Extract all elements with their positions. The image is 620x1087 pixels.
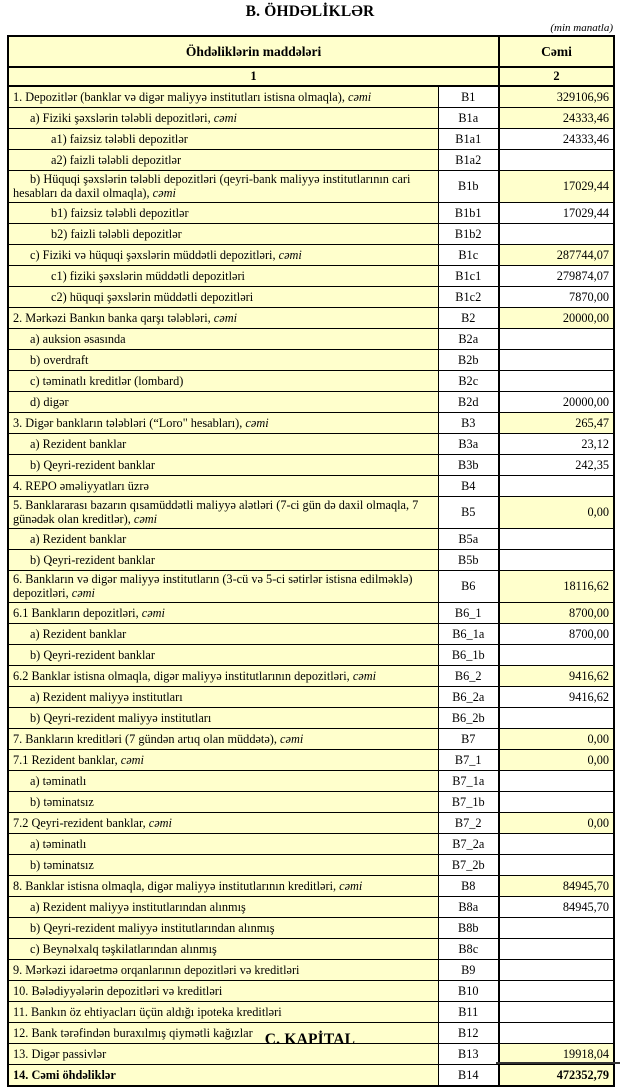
row-label: b) Qeyri-rezident banklar xyxy=(8,644,438,665)
column-number-total: 2 xyxy=(499,67,614,86)
row-value: 287744,07 xyxy=(499,244,614,265)
row-value: 0,00 xyxy=(499,812,614,833)
row-label: b) Qeyri-rezident maliyyə institutlarından alınmış xyxy=(8,917,438,938)
row-code: B1a1 xyxy=(438,128,499,149)
row-label: 11. Bankın öz ehtiyacları üçün aldığı ipoteka kreditləri xyxy=(8,1001,438,1022)
table-row xyxy=(8,496,614,528)
table-row xyxy=(8,128,614,149)
row-label: 13. Digər passivlər xyxy=(8,1043,438,1064)
row-label: a) Rezident maliyyə institutlarından alınmış xyxy=(8,896,438,917)
row-code: B8b xyxy=(438,917,499,938)
row-label: b) Qeyri-rezident banklar xyxy=(8,549,438,570)
row-value: 17029,44 xyxy=(499,202,614,223)
row-value xyxy=(499,938,614,959)
table-row xyxy=(8,170,614,202)
row-value: 20000,00 xyxy=(499,307,614,328)
table-row xyxy=(8,833,614,854)
row-value xyxy=(499,707,614,728)
row-value: 9416,62 xyxy=(499,665,614,686)
table-row xyxy=(8,223,614,244)
section-title-liabilities: B. ÖHDƏLİKLƏR xyxy=(245,3,375,20)
table-row xyxy=(8,412,614,433)
row-label: a) təminatlı xyxy=(8,770,438,791)
row-label: b) Qeyri-rezident banklar xyxy=(8,454,438,475)
row-code: B1 xyxy=(438,86,499,108)
row-value: 84945,70 xyxy=(499,875,614,896)
table-row xyxy=(8,623,614,644)
row-code: B2 xyxy=(438,307,499,328)
row-label: a) Rezident banklar xyxy=(8,528,438,549)
row-value: 279874,07 xyxy=(499,265,614,286)
row-code: B1c xyxy=(438,244,499,265)
row-value: 24333,46 xyxy=(499,107,614,128)
row-label: 4. REPO əməliyyatları üzrə xyxy=(8,475,438,496)
row-value xyxy=(499,833,614,854)
row-label: b) Hüquqi şəxslərin tələbli depozitləri (qeyri-bank maliyyə institutlarının cari hesabları da daxil olmaqla), cəmi xyxy=(8,170,438,202)
row-code: B3 xyxy=(438,412,499,433)
row-label: a) Rezident banklar xyxy=(8,433,438,454)
table-row xyxy=(8,307,614,328)
table-row xyxy=(8,980,614,1001)
row-code: B9 xyxy=(438,959,499,980)
row-label: c) təminatlı kreditlər (lombard) xyxy=(8,370,438,391)
row-value: 329106,96 xyxy=(499,86,614,108)
row-value xyxy=(499,854,614,875)
table-row xyxy=(8,475,614,496)
row-value xyxy=(499,528,614,549)
row-label: a) Rezident maliyyə institutları xyxy=(8,686,438,707)
row-value xyxy=(499,349,614,370)
row-label: 12. Bank tərəfindən buraxılmış qiymətli kağızlar xyxy=(8,1022,438,1043)
row-value: 9416,62 xyxy=(499,686,614,707)
row-code: B2d xyxy=(438,391,499,412)
row-value xyxy=(499,644,614,665)
row-value xyxy=(499,223,614,244)
table-row xyxy=(8,265,614,286)
row-value xyxy=(499,959,614,980)
table-row xyxy=(8,896,614,917)
row-value xyxy=(499,1001,614,1022)
row-value: 24333,46 xyxy=(499,128,614,149)
row-code: B5a xyxy=(438,528,499,549)
next-table-top-border xyxy=(496,1062,620,1064)
row-value: 472352,79 xyxy=(499,1064,614,1086)
row-value: 84945,70 xyxy=(499,896,614,917)
row-value: 265,47 xyxy=(499,412,614,433)
row-label: 9. Mərkəzi idarəetmə orqanlarının depozitləri və kreditləri xyxy=(8,959,438,980)
row-value: 20000,00 xyxy=(499,391,614,412)
table-row xyxy=(8,107,614,128)
row-label: a) Rezident banklar xyxy=(8,623,438,644)
row-code: B6_1b xyxy=(438,644,499,665)
table-row xyxy=(8,433,614,454)
row-code: B5b xyxy=(438,549,499,570)
row-code: B1b xyxy=(438,170,499,202)
row-value: 19918,04 xyxy=(499,1043,614,1064)
row-label: c2) hüquqi şəxslərin müddətli depozitləri xyxy=(8,286,438,307)
row-label: b) təminatsız xyxy=(8,791,438,812)
row-code: B1a2 xyxy=(438,149,499,170)
row-code: B12 xyxy=(438,1022,499,1043)
row-label: 1. Depozitlər (banklar və digər maliyyə institutları istisna olmaqla), cəmi xyxy=(8,86,438,108)
row-label: b2) faizli tələbli depozitlər xyxy=(8,223,438,244)
row-code: B8a xyxy=(438,896,499,917)
row-value xyxy=(499,770,614,791)
row-code: B2b xyxy=(438,349,499,370)
units-note: (min manatla) xyxy=(550,22,613,34)
row-value: 8700,00 xyxy=(499,602,614,623)
row-code: B7 xyxy=(438,728,499,749)
row-code: B11 xyxy=(438,1001,499,1022)
row-code: B7_1 xyxy=(438,749,499,770)
row-label: b) Qeyri-rezident maliyyə institutları xyxy=(8,707,438,728)
table-row xyxy=(8,286,614,307)
row-code: B5 xyxy=(438,496,499,528)
table-row xyxy=(8,791,614,812)
row-code: B6_2 xyxy=(438,665,499,686)
table-row xyxy=(8,602,614,623)
row-code: B6 xyxy=(438,570,499,602)
row-label: b1) faizsiz tələbli depozitlər xyxy=(8,202,438,223)
row-code: B6_1 xyxy=(438,602,499,623)
table-row xyxy=(8,1001,614,1022)
row-code: B1c1 xyxy=(438,265,499,286)
table-row xyxy=(8,644,614,665)
row-code: B7_2a xyxy=(438,833,499,854)
row-value: 7870,00 xyxy=(499,286,614,307)
row-label: 7.1 Rezident banklar, cəmi xyxy=(8,749,438,770)
row-code: B1b2 xyxy=(438,223,499,244)
row-label: c) Beynəlxalq təşkilatlarından alınmış xyxy=(8,938,438,959)
table-row xyxy=(8,707,614,728)
row-code: B6_2b xyxy=(438,707,499,728)
row-label: 10. Bələdiyyələrin depozitləri və kreditləri xyxy=(8,980,438,1001)
table-row xyxy=(8,391,614,412)
column-number-items: 1 xyxy=(8,67,499,86)
table-row xyxy=(8,454,614,475)
row-label: b) təminatsız xyxy=(8,854,438,875)
row-value xyxy=(499,791,614,812)
table-row xyxy=(8,370,614,391)
row-label: c1) fiziki şəxslərin müddətli depozitləri xyxy=(8,265,438,286)
row-value: 0,00 xyxy=(499,496,614,528)
table-row xyxy=(8,244,614,265)
row-label: a) Fiziki şəxslərin tələbli depozitləri, cəmi xyxy=(8,107,438,128)
row-code: B6_1a xyxy=(438,623,499,644)
row-value xyxy=(499,149,614,170)
row-value xyxy=(499,475,614,496)
row-code: B2c xyxy=(438,370,499,391)
table-row xyxy=(8,349,614,370)
row-label: 8. Banklar istisna olmaqla, digər maliyyə institutlarının kreditləri, cəmi xyxy=(8,875,438,896)
row-label: 6.1 Bankların depozitləri, cəmi xyxy=(8,602,438,623)
row-label: d) digər xyxy=(8,391,438,412)
row-code: B6_2a xyxy=(438,686,499,707)
row-label: a2) faizli tələbli depozitlər xyxy=(8,149,438,170)
row-label: 7. Bankların kreditləri (7 gündən artıq olan müddətə), cəmi xyxy=(8,728,438,749)
table-row xyxy=(8,854,614,875)
table-row xyxy=(8,686,614,707)
row-label: 3. Digər bankların tələbləri (“Loro" hesabları), cəmi xyxy=(8,412,438,433)
table-row xyxy=(8,665,614,686)
row-code: B1c2 xyxy=(438,286,499,307)
row-label: a) auksion əsasında xyxy=(8,328,438,349)
table-row xyxy=(8,549,614,570)
row-label: 6. Bankların və digər maliyyə institutların (3-cü və 5-ci sətirlər istisna edilməklə) depozitləri, cəmi xyxy=(8,570,438,602)
row-code: B4 xyxy=(438,475,499,496)
row-value: 0,00 xyxy=(499,728,614,749)
row-code: B8c xyxy=(438,938,499,959)
row-label: 7.2 Qeyri-rezident banklar, cəmi xyxy=(8,812,438,833)
section-title-capital: C. KAPİTAL xyxy=(264,1031,356,1048)
row-label: 2. Mərkəzi Bankın banka qarşı tələbləri, cəmi xyxy=(8,307,438,328)
row-code: B3a xyxy=(438,433,499,454)
row-value xyxy=(499,980,614,1001)
row-code: B14 xyxy=(438,1064,499,1086)
table-row xyxy=(8,812,614,833)
table-row xyxy=(8,528,614,549)
table-row xyxy=(8,728,614,749)
row-value: 18116,62 xyxy=(499,570,614,602)
table-body xyxy=(8,86,614,1086)
row-value: 8700,00 xyxy=(499,623,614,644)
row-label: 14. Cəmi öhdəliklər xyxy=(8,1064,438,1086)
row-code: B7_1b xyxy=(438,791,499,812)
table-row xyxy=(8,149,614,170)
table-row xyxy=(8,959,614,980)
table-row xyxy=(8,938,614,959)
table-column-number-row xyxy=(8,67,614,86)
row-value: 0,00 xyxy=(499,749,614,770)
row-label: b) overdraft xyxy=(8,349,438,370)
row-value: 242,35 xyxy=(499,454,614,475)
row-label: c) Fiziki və hüquqi şəxslərin müddətli depozitləri, cəmi xyxy=(8,244,438,265)
row-value xyxy=(499,328,614,349)
table-row xyxy=(8,86,614,108)
table-row xyxy=(8,875,614,896)
table-row xyxy=(8,202,614,223)
row-code: B8 xyxy=(438,875,499,896)
table-row xyxy=(8,770,614,791)
table-row xyxy=(8,1064,614,1086)
table-row xyxy=(8,328,614,349)
row-label: a) təminatlı xyxy=(8,833,438,854)
row-label: a1) faizsiz tələbli depozitlər xyxy=(8,128,438,149)
row-code: B7_2b xyxy=(438,854,499,875)
table-row xyxy=(8,749,614,770)
row-code: B7_1a xyxy=(438,770,499,791)
liabilities-table xyxy=(7,35,615,1087)
row-code: B13 xyxy=(438,1043,499,1064)
row-code: B3b xyxy=(438,454,499,475)
row-value: 23,12 xyxy=(499,433,614,454)
header-total-label: Cəmi xyxy=(499,36,614,67)
row-code: B7_2 xyxy=(438,812,499,833)
row-label: 5. Banklararası bazarın qısamüddətli maliyyə alətləri (7-ci gün də daxil olmaqla, 7 günədək olan kreditlər), cəmi xyxy=(8,496,438,528)
row-code: B1b1 xyxy=(438,202,499,223)
row-value xyxy=(499,549,614,570)
row-code: B2a xyxy=(438,328,499,349)
header-items-label: Öhdəliklərin maddələri xyxy=(8,36,499,67)
row-label: 6.2 Banklar istisna olmaqla, digər maliyyə institutlarının depozitləri, cəmi xyxy=(8,665,438,686)
table-header-row xyxy=(8,36,614,67)
table-row xyxy=(8,570,614,602)
row-value xyxy=(499,917,614,938)
row-code: B10 xyxy=(438,980,499,1001)
row-value: 17029,44 xyxy=(499,170,614,202)
row-value xyxy=(499,370,614,391)
table-row xyxy=(8,917,614,938)
row-code: B1a xyxy=(438,107,499,128)
